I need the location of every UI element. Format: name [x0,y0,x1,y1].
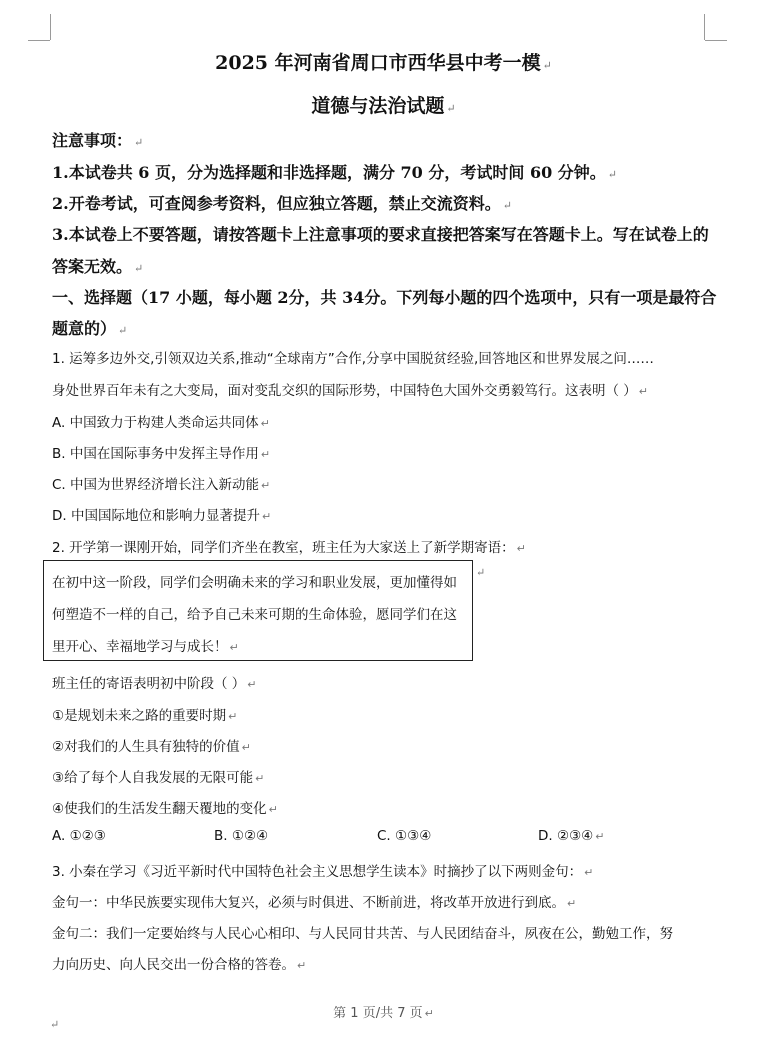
question-2-option-c: C. ①③④ [377,828,432,844]
question-1-option: D. 中国国际地位和影响力显著提升 ↵ [52,508,272,524]
crop-mark-left [28,40,50,41]
quote-box-line: 何塑造不一样的自己，给予自己未来可期的生命体验，愿同学们在这 [52,607,457,623]
question-2-stem: 2. 开学第一课刚开始，同学们齐坐在教室，班主任为大家送上了新学期寄语： ↵ [52,540,526,556]
section-heading: 一、选择题（17 小题，每小题 2分，共 34分。下列每小题的四个选项中，只有一项是最符合 [52,288,717,307]
notes-item: 3.本试卷上不要答题，请按答题卡上注意事项的要求直接把答案写在答题卡上。写在试卷上的 [52,225,709,244]
notes-item: 答案无效。 ↵ [52,257,144,276]
question-2-option-d: D. ②③④ ↵ [538,828,605,844]
question-1-option: B. 中国在国际事务中发挥主导作用 ↵ [52,446,271,462]
question-2-statement: ①是规划未来之路的重要时期 ↵ [52,708,238,724]
paragraph-mark: ↵ [50,1018,60,1031]
quote-box-line: 在初中这一阶段，同学们会明确未来的学习和职业发展，更加懂得如 [52,575,457,591]
page-footer: 第 1 页/共 7 页 ↵ [333,1006,434,1021]
question-2-statement: ③给了每个人自我发展的无限可能 ↵ [52,770,265,786]
question-2-option-b: B. ①②④ [214,828,269,844]
question-1-stem: 身处世界百年未有之大变局，面对变乱交织的国际形势，中国特色大国外交勇毅笃行。这表明（ ） ↵ [52,383,649,399]
question-3-quote: 金句二：我们一定要始终与人民心心相印、与人民同甘共苦、与人民团结奋斗，夙夜在公，勤勉工作，努 [52,926,673,942]
crop-mark-right [705,40,727,41]
quote-box [43,560,473,661]
question-3-stem: 3. 小秦在学习《习近平新时代中国特色社会主义思想学生读本》时摘抄了以下两则金句： ↵ [52,864,594,880]
crop-mark-right [704,14,705,40]
question-3-quote: 力向历史、向人民交出一份合格的答卷。 ↵ [52,957,307,973]
question-2-option-a: A. ①②③ [52,828,106,844]
question-1-stem: 1. 运筹多边外交,引领双边关系,推动“全球南方”合作,分享中国脱贫经验,回答地区和世界发展之问…… [52,351,654,367]
question-3-quote: 金句一：中华民族要实现伟大复兴，必须与时俱进、不断前进，将改革开放进行到底。 ↵ [52,895,577,911]
section-heading: 题意的） ↵ [52,319,128,338]
paragraph-mark: ↵ [476,566,486,579]
crop-mark-left [50,14,51,40]
page-title: 2025 年河南省周口市西华县中考一模 ↵ [215,52,552,74]
question-2-prompt: 班主任的寄语表明初中阶段（ ） ↵ [52,676,257,692]
question-2-statement: ②对我们的人生具有独特的价值 ↵ [52,739,251,755]
quote-box-line: 里开心、幸福地学习与成长！ ↵ [52,639,239,655]
notes-heading: 注意事项： ↵ [52,131,144,150]
question-1-option: A. 中国致力于构建人类命运共同体 ↵ [52,415,270,431]
notes-item: 2.开卷考试，可查阅参考资料，但应独立答题，禁止交流资料。 ↵ [52,194,512,213]
question-2-statement: ④使我们的生活发生翻天覆地的变化 ↵ [52,801,278,817]
question-1-option: C. 中国为世界经济增长注入新动能 ↵ [52,477,271,493]
page-subtitle: 道德与法治试题 ↵ [311,95,456,117]
notes-item: 1.本试卷共 6 页，分为选择题和非选择题，满分 70 分，考试时间 60 分钟。 ↵ [52,163,618,182]
